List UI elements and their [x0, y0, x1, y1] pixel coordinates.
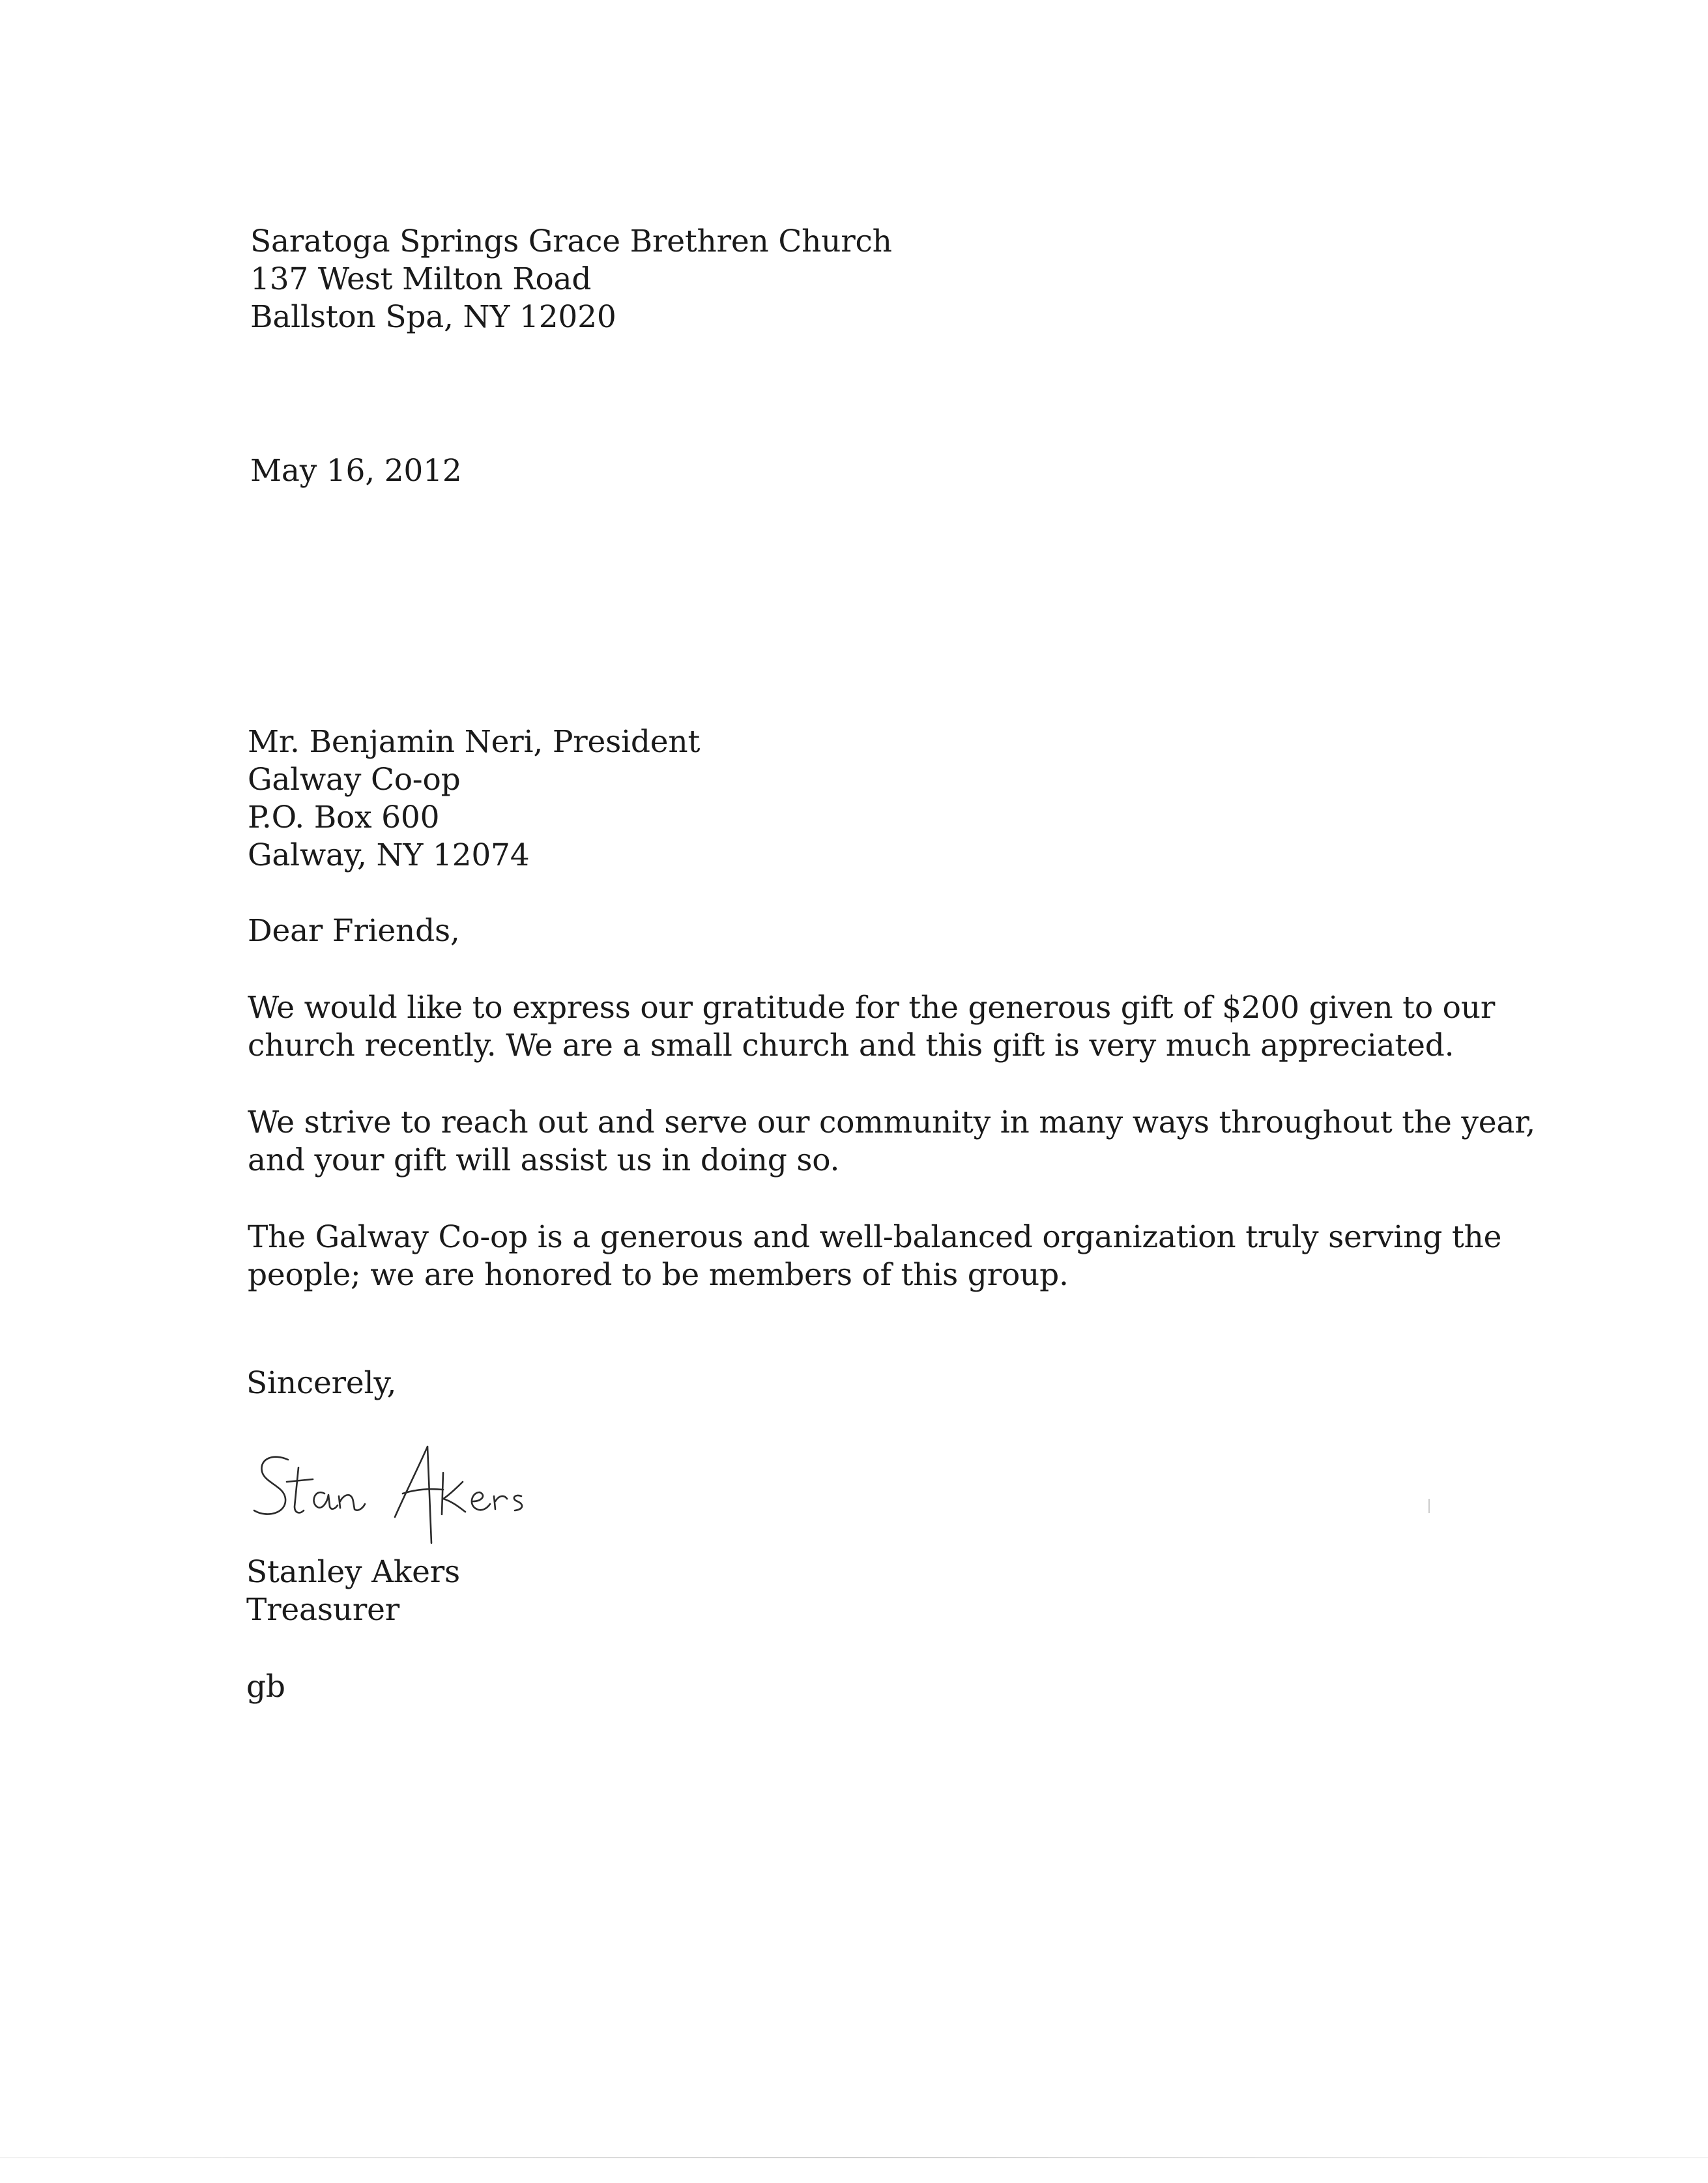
typist-initials: gb — [246, 1669, 285, 1705]
recipient-name-title: Mr. Benjamin Neri, President — [248, 724, 701, 760]
signer-name: Stanley Akers — [246, 1554, 460, 1590]
signer-title: Treasurer — [246, 1592, 399, 1628]
paragraph-2-line-1: We strive to reach out and serve our community in many ways throughout the year, — [248, 1105, 1536, 1140]
recipient-po-box: P.O. Box 600 — [248, 800, 440, 835]
signature — [248, 1434, 586, 1557]
letter-date: May 16, 2012 — [250, 453, 462, 489]
paragraph-1-line-2: church recently. We are a small church and this gift is very much appreciated. — [248, 1028, 1455, 1063]
recipient-organization: Galway Co-op — [248, 762, 461, 798]
salutation: Dear Friends, — [248, 913, 460, 949]
scan-edge-line — [0, 2157, 1708, 2158]
paragraph-1-line-1: We would like to express our gratitude for the generous gift of $200 given to our — [248, 990, 1496, 1026]
closing: Sincerely, — [246, 1365, 397, 1401]
sender-street: 137 West Milton Road — [250, 261, 592, 297]
paragraph-3-line-1: The Galway Co-op is a generous and well-balanced organization truly serving the — [248, 1219, 1502, 1255]
signature-drawing — [248, 1434, 586, 1557]
sender-name: Saratoga Springs Grace Brethren Church — [250, 224, 892, 259]
paragraph-3-line-2: people; we are honored to be members of this group. — [248, 1257, 1069, 1293]
recipient-city-state-zip: Galway, NY 12074 — [248, 837, 530, 873]
sender-city-state-zip: Ballston Spa, NY 12020 — [250, 299, 616, 335]
scan-speck — [1428, 1499, 1430, 1513]
paragraph-2-line-2: and your gift will assist us in doing so. — [248, 1142, 840, 1178]
